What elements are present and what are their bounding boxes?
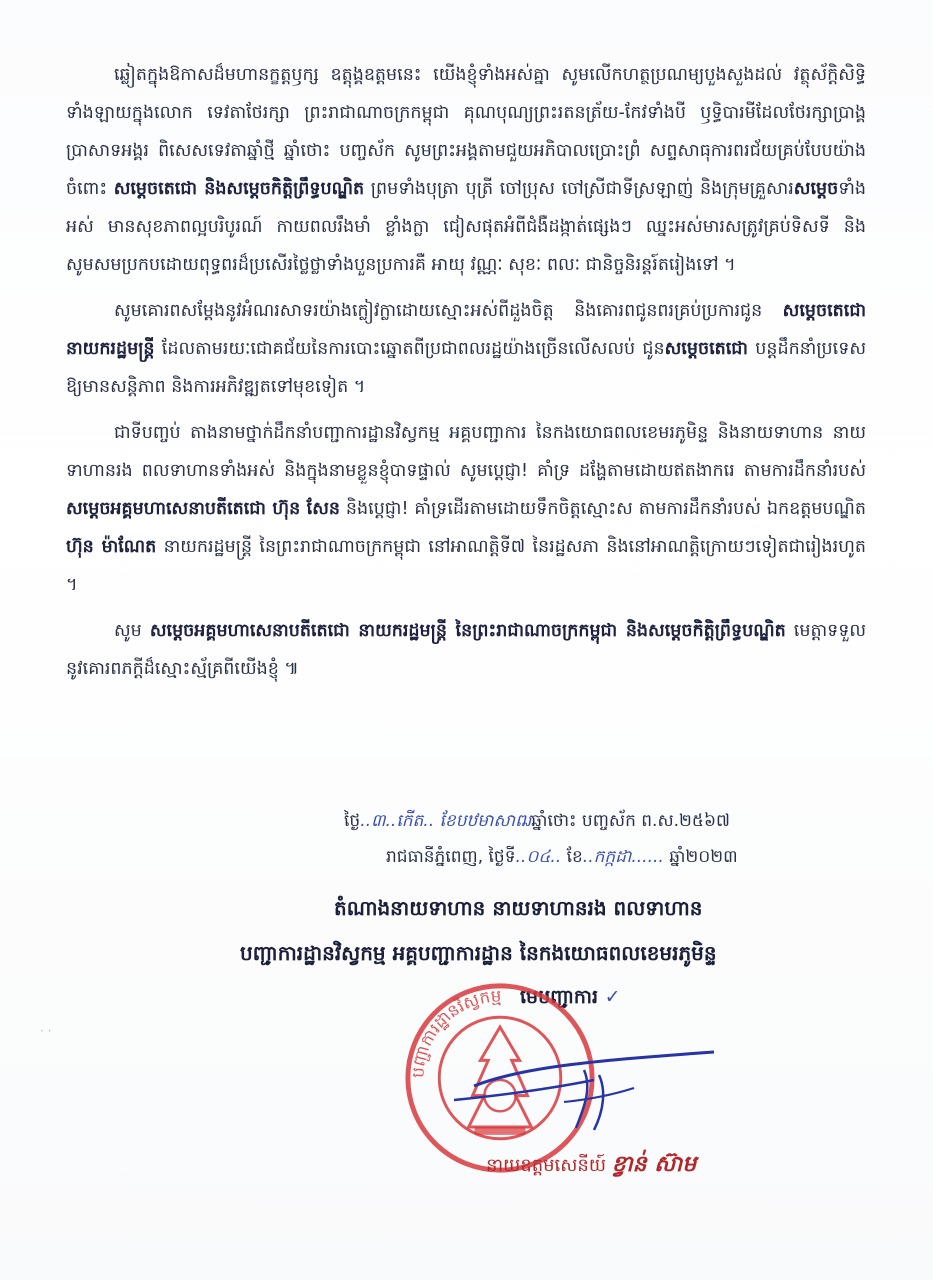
emphasized-name: សម្តេច (793, 179, 839, 199)
emphasized-name: សម្តេចអគ្គមហាសេនាបតីតេជោ ហ៊ុន សែន (66, 499, 340, 519)
body-text-segment: បន្តដឹកនាំប្រទេសឱ្យមានសន្តិភាព និងការអភិវឌ្ឍតទៅមុខទៀត ។ (66, 339, 866, 397)
emphasized-name: សម្តេចតេជោ (664, 339, 748, 359)
body-text-segment: ឆ្លៀតក្នុងឱកាសដ៏មហានក្ខត្តឫក្ស ឧត្តុង្គឧត្តមនេះ យើងខ្ញុំទាំងអស់គ្នា សូមលើកហត្ថប្រណម្យបួងសួងដល់ វត្ថុស័ក្តិសិទ្ធិទាំងឡាយក្នុងលោក ទេវតាថែរក្សា ព្រះរាជាណាចក្រកម្ពុជា គុណបុណ្យព្រះរតនត្រ័យ-កែវទាំងបី ឫទ្ធិបារមីដែលថែរក្សាប្រាង្គប្រាសាទអង្គរ ពិសេសទេវតាឆ្នាំថ្មី ឆ្នាំថោះ បញ្ចស័ក សូមព្រះអង្គតាមជួយអភិបាលប្រោះព្រំ សព្ទសាធុការពរជ័យគ្រប់បែបយ៉ាងចំពោះ (66, 65, 866, 199)
paragraph-2 (66, 292, 866, 406)
body-text-segment: ព្រមទាំងបុត្រា បុត្រី ចៅប្រុស ចៅស្រីជាទីស្រឡាញ់ និងក្រុមគ្រួសារ (364, 179, 794, 199)
signer-rank: នាយឧត្តមសេនីយ៍ (486, 1155, 606, 1176)
lunar-month-handwritten: ខែបឋមាសាឍ (439, 811, 532, 831)
body-text-segment: សូមគោរពសម្តែងនូវអំណរសាទរយ៉ាងក្លៀវក្លាដោយស្មោះអស់ពីដួងចិត្ត និងគោរពជូនពរគ្រប់ប្រការជូន (114, 301, 783, 321)
letter-body (66, 56, 866, 696)
body-text-segment: ជាទីបញ្ចប់ តាងនាមថ្នាក់ដឹកនាំបញ្ជាការដ្ឋានវិស្វកម្ម អគ្គបញ្ជាការ នៃកងយោធពលខេមរភូមិន្ទ និងនាយទាហាន នាយទាហានរង ពលទាហានទាំងអស់ និងក្នុងនាមខ្លួនខ្ញុំបាទផ្ទាល់ សូមប្តេជ្ញា! គាំទ្រ ដង្ហែតាមដោយឥតងាករេ តាមការដឹកនាំរបស់ (66, 423, 866, 481)
solar-date-prefix: រាជធានីភ្នំពេញ, ថ្ងៃទី (386, 847, 516, 867)
signer-block (486, 1150, 696, 1182)
solar-month-label: ខែ (566, 847, 583, 867)
signer-name: ខ្វាន់ ស៊ាម (611, 1152, 697, 1177)
solar-date-suffix: ឆ្នាំ២០២៣ (669, 847, 738, 867)
body-text-segment: ដែលតាមរយៈជោគជ័យនៃការបោះឆ្នោតពីប្រជាពលរដ្ឋយ៉ាងច្រើនលើសលប់ ជូន (154, 339, 665, 359)
lunar-date-prefix: ថ្ងៃ (344, 811, 361, 831)
scan-speck: · · (40, 1024, 52, 1038)
signatory-heading-1: តំណាងនាយទាហាន នាយទាហានរង ពលទាហាន (334, 896, 703, 920)
body-text-segment: មេត្តាទទួលនូវគោរពភក្តីដ៏ស្មោះស្ម័គ្រពីយើងខ្ញុំ ៕ (66, 621, 866, 679)
emphasized-name: ហ៊ុន ម៉ាណែត (66, 537, 157, 557)
signature (434, 1030, 734, 1140)
solar-month-handwritten: ..កក្កដា...... (582, 847, 664, 867)
emphasized-name: សម្តេចតេជោ និងសម្តេចកិត្តិព្រឹទ្ធបណ្ឌិត (113, 179, 365, 199)
check-mark: ✓ (604, 986, 621, 1008)
body-text-segment: និងប្តេជ្ញា! គាំទ្រដើរតាមដោយទឹកចិត្តស្មោះស តាមការដឹកនាំរបស់ ឯកឧត្តមបណ្ឌិត (339, 499, 867, 519)
lunar-date-line (344, 810, 730, 835)
emphasized-name: សម្តេចអគ្គមហាសេនាបតីតេជោ នាយករដ្ឋមន្ត្រី នៃព្រះរាជាណាចក្រកម្ពុជា និងសម្តេចកិត្តិព្រឹទ្ធបណ្ឌិត (149, 621, 786, 641)
paragraph-1 (66, 56, 866, 284)
paragraph-4 (66, 612, 866, 688)
signatory-heading-2: បញ្ជាការដ្ឋានវិស្វកម្ម អគ្គបញ្ជាការដ្ឋាន នៃកងយោធពលខេមរភូមិន្ទ (240, 941, 717, 965)
body-text-segment: នាយករដ្ឋមន្ត្រី នៃព្រះរាជាណាចក្រកម្ពុជា នៅអាណត្តិទី៧ នៃរដ្ឋសភា និងនៅអាណត្តិក្រោយៗទៀតជារៀងរហូត ។ (66, 537, 866, 595)
lunar-date-suffix: ឆ្នាំថោះ បញ្ចស័ក ព.ស.២៥៦៧ (531, 811, 730, 831)
emphasized-name: សម្តេចតេជោ នាយករដ្ឋមន្ត្រី (66, 301, 866, 359)
lunar-day-handwritten: ..៣..កើត.. (360, 811, 435, 831)
solar-day-handwritten: ..០៤.. (515, 847, 562, 867)
body-text-segment: សូម (114, 621, 150, 641)
paragraph-3 (66, 414, 866, 604)
solar-date-line (386, 846, 738, 871)
body-text-segment: ទាំងអស់ មានសុខភាពល្អបរិបូរណ៍ កាយពលរឹងមាំ ខ្លាំងក្លា ជៀសផុតអំពីជំងឺដង្កាត់ផ្សេងៗ ឈ្នះអស់មារសត្រូវគ្រប់ទិសទី និងសូមសមប្រកបដោយពុទ្ធពរដ៏ប្រសើរថ្លៃថ្លាទាំងបួនប្រការគឺ អាយុ វណ្ណៈ សុខៈ ពលៈ ជានិច្ចនិរន្តរ៍តរៀងទៅ ។ (66, 179, 866, 275)
seal-ring-text: បញ្ជាការដ្ឋានវិស្វកម្ម (408, 986, 502, 1079)
signer-title-text: មេបញ្ជាការ (520, 986, 599, 1008)
